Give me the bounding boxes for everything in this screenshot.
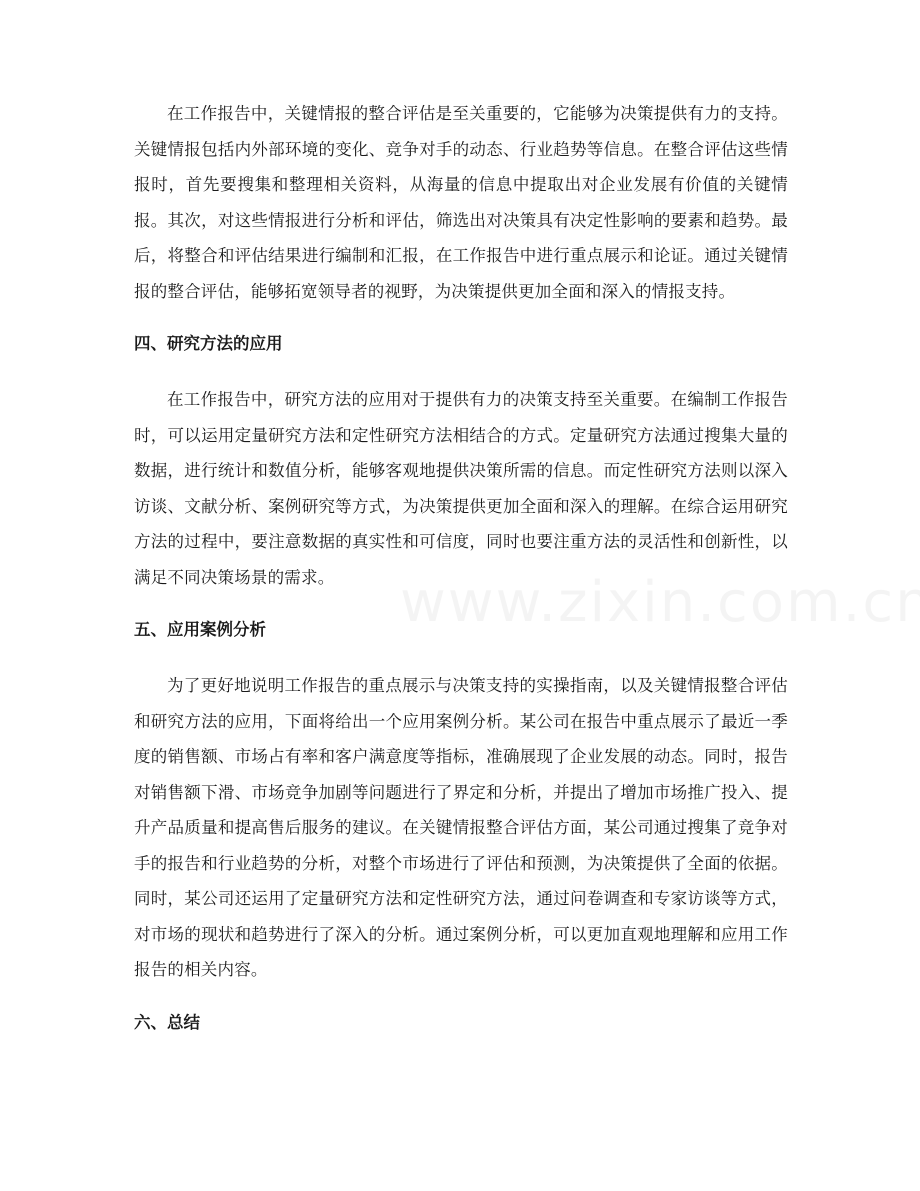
document-page — [134, 96, 788, 1037]
paragraph-case-analysis: 为了更好地说明工作报告的重点展示与决策支持的实操指南，以及关键情报整合评估和研究方法的应用，下面将给出一个应用案例分析。某公司在报告中重点展示了最近一季度的销售额、市场占有率和客户满意度等指标，准确展现了企业发展的动态。同时，报告对销售额下滑、市场竞争加剧等问题进行了界定和分析，并提出了增加市场推广投入、提升产品质量和提高售后服务的建议。在关键情报整合评估方面，某公司通过搜集了竞争对手的报告和行业趋势的分析，对整个市场进行了评估和预测，为决策提供了全面的依据。同时，某公司还运用了定量研究方法和定性研究方法，通过问卷调查和专家访谈等方式，对市场的现状和趋势进行了深入的分析。通过案例分析，可以更加直观地理解和应用工作报告的相关内容。 — [134, 676, 788, 979]
heading-research-methods: 四、研究方法的应用 — [134, 334, 283, 353]
paragraph-research-methods: 在工作报告中，研究方法的应用对于提供有力的决策支持至关重要。在编制工作报告时，可以运用定量研究方法和定性研究方法相结合的方式。定量研究方法通过搜集大量的数据，进行统计和数值分析，能够客观地提供决策所需的信息。而定性研究方法则以深入访谈、文献分析、案例研究等方式，为决策提供更加全面和深入的理解。在综合运用研究方法的过程中，要注意数据的真实性和可信度，同时也要注重方法的灵活性和创新性，以满足不同决策场景的需求。 — [134, 390, 788, 587]
paragraph-key-intelligence: 在工作报告中，关键情报的整合评估是至关重要的，它能够为决策提供有力的支持。关键情报包括内外部环境的变化、竞争对手的动态、行业趋势等信息。在整合评估这些情报时，首先要搜集和整理相关资料，从海量的信息中提取出对企业发展有价值的关键情报。其次，对这些情报进行分析和评估，筛选出对决策具有决定性影响的要素和趋势。最后，将整合和评估结果进行编制和汇报，在工作报告中进行重点展示和论证。通过关键情报的整合评估，能够拓宽领导者的视野，为决策提供更加全面和深入的情报支持。 — [134, 104, 788, 301]
heading-summary: 六、总结 — [134, 1012, 200, 1032]
heading-case-analysis: 五、应用案例分析 — [134, 620, 266, 639]
